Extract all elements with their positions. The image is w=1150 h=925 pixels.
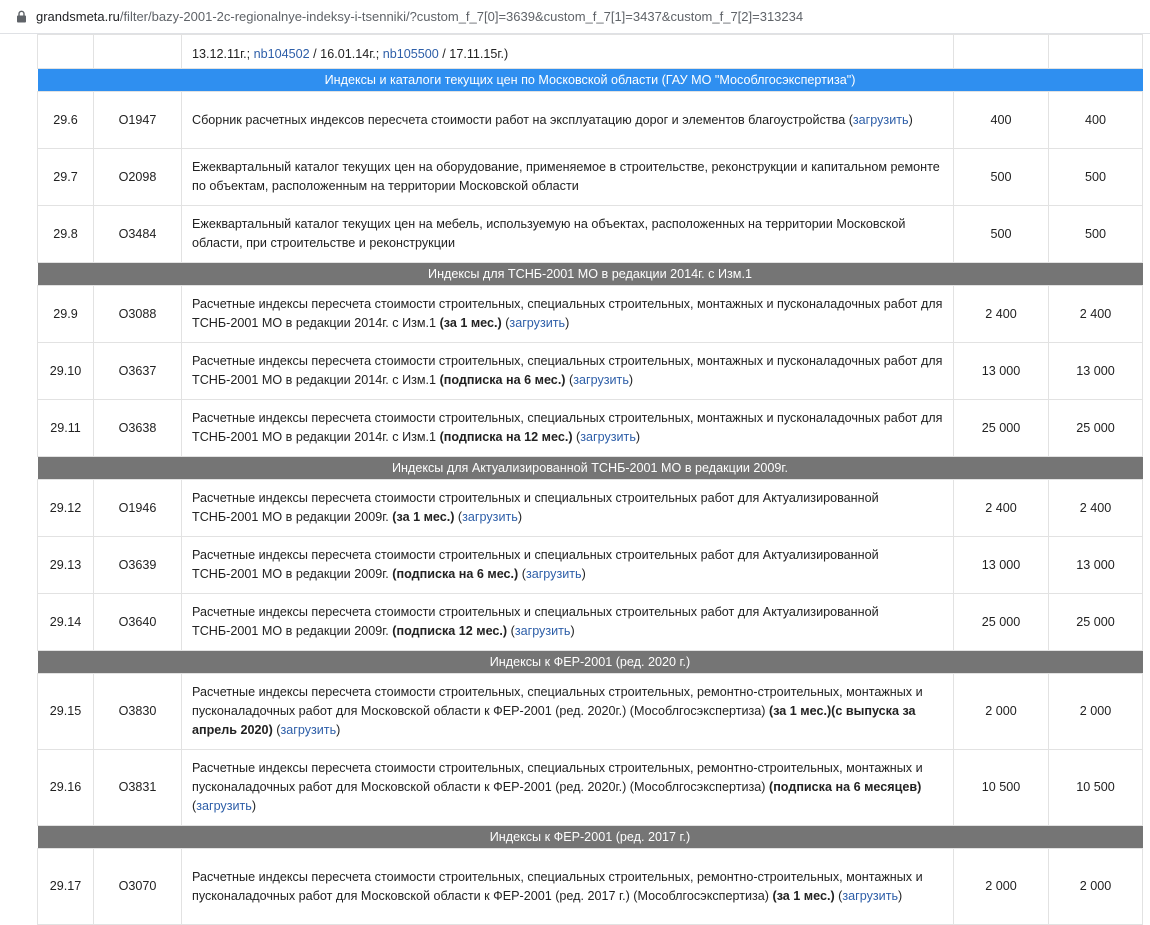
- table-row: [38, 400, 1143, 457]
- row-description: Расчетные индексы пересчета стоимости строительных, специальных строительных, монтажных и пусконаладочных работ для ТСНБ-2001 МО в редакции 2014г. с Изм.1 (подписка на 6 мес.) (загрузить): [182, 343, 954, 400]
- download-link[interactable]: загрузить: [280, 723, 337, 737]
- row-price-2: 2 400: [1049, 286, 1143, 343]
- row-code: O3088: [94, 286, 182, 343]
- row-number: 29.6: [38, 92, 94, 149]
- row-description: [182, 35, 954, 69]
- download-link[interactable]: загрузить: [196, 799, 252, 813]
- table-row: [38, 35, 1143, 69]
- row-price-2: 500: [1049, 206, 1143, 263]
- row-description: Расчетные индексы пересчета стоимости строительных, специальных строительных, ремонтно-строительных, монтажных и пусконаладочных работ для Московской области к ФЕР-2001 (ред. 2020г.) (Мособлгосэкспертиза) (за 1 мес.)(с выпуска за апрель 2020) (загрузить): [182, 674, 954, 750]
- row-description: Расчетные индексы пересчета стоимости строительных, специальных строительных, ремонтно-строительных, монтажных и пусконаладочных работ для Московской области к ФЕР-2001 (ред. 2020г.) (Мособлгосэкспертиза) (подписка на 6 месяцев) (загрузить): [182, 750, 954, 826]
- row-text: / 17.11.15г.): [438, 47, 509, 61]
- row-description: Расчетные индексы пересчета стоимости строительных, специальных строительных, монтажных и пусконаладочных работ для ТСНБ-2001 МО в редакции 2014г. с Изм.1 (подписка на 12 мес.) (загрузить): [182, 400, 954, 457]
- row-number: 29.14: [38, 594, 94, 651]
- table-row: [38, 537, 1143, 594]
- price-table: [37, 34, 1143, 925]
- row-price-2: 2 000: [1049, 849, 1143, 925]
- row-price-1: 25 000: [954, 400, 1049, 457]
- row-text-end: ): [581, 567, 586, 581]
- section-title: Индексы к ФЕР-2001 (ред. 2017 г.): [38, 826, 1143, 849]
- row-number: 29.7: [38, 149, 94, 206]
- download-link[interactable]: загрузить: [580, 430, 636, 444]
- row-subscription: (за 1 мес.)(с выпуска за апрель 2020): [192, 704, 916, 737]
- table-row: [38, 849, 1143, 925]
- row-text-end: ): [336, 723, 341, 737]
- row-price-2: 13 000: [1049, 537, 1143, 594]
- row-code: O1947: [94, 92, 182, 149]
- row-price-1: 25 000: [954, 594, 1049, 651]
- row-text-end: ): [517, 510, 523, 524]
- row-code: O3638: [94, 400, 182, 457]
- row-number: 29.15: [38, 674, 94, 750]
- row-text: Расчетные индексы пересчета стоимости строительных, специальных строительных, монтажных и пусконаладочных работ для ТСНБ-2001 МО в редакции 2014г. с Изм.1: [192, 354, 943, 387]
- row-price-2: 25 000: [1049, 400, 1143, 457]
- row-number: [38, 35, 94, 69]
- row-text: 13.12.11г.;: [192, 47, 254, 61]
- row-number: 29.9: [38, 286, 94, 343]
- row-text-end: ): [570, 624, 575, 638]
- row-price-1: 2 000: [954, 849, 1049, 925]
- table-row: [38, 480, 1143, 537]
- section-title: Индексы для ТСНБ-2001 МО в редакции 2014г. с Изм.1: [38, 263, 1143, 286]
- row-code: O1946: [94, 480, 182, 537]
- row-number: 29.8: [38, 206, 94, 263]
- price-table-container: [37, 34, 1142, 925]
- row-description: [182, 149, 954, 206]
- table-row: [38, 206, 1143, 263]
- row-price-1: 2 400: [954, 480, 1049, 537]
- row-text: Расчетные индексы пересчета стоимости строительных и специальных строительных работ для Актуализированной ТСНБ-2001 МО в редакции 2009г.: [192, 605, 879, 638]
- download-link[interactable]: загрузить: [514, 624, 571, 638]
- section-title: Индексы для Актуализированной ТСНБ-2001 МО в редакции 2009г.: [38, 457, 1143, 480]
- row-subscription: (подписка на 6 месяцев): [769, 780, 922, 794]
- nb104502-link[interactable]: nb104502: [253, 47, 310, 61]
- table-row: [38, 674, 1143, 750]
- row-subscription: (подписка на 6 мес.): [392, 567, 519, 581]
- row-description: Расчетные индексы пересчета стоимости строительных и специальных строительных работ для Актуализированной ТСНБ-2001 МО в редакции 2009г. (подписка 12 мес.) (загрузить): [182, 594, 954, 651]
- section-title: Индексы к ФЕР-2001 (ред. 2020 г.): [38, 651, 1143, 674]
- download-link[interactable]: загрузить: [842, 888, 899, 903]
- row-text-end: ): [565, 316, 570, 330]
- lock-icon: [16, 10, 27, 23]
- row-number: 29.16: [38, 750, 94, 826]
- download-link[interactable]: загрузить: [852, 112, 909, 127]
- row-code: O3637: [94, 343, 182, 400]
- row-number: 29.12: [38, 480, 94, 537]
- row-code: O2098: [94, 149, 182, 206]
- row-code: O3484: [94, 206, 182, 263]
- row-price-1: [954, 35, 1049, 69]
- download-link[interactable]: загрузить: [573, 373, 629, 387]
- row-text: Ежеквартальный каталог текущих цен на мебель, используемую на объектах, расположенных на территории Московской области, при строительстве и реконструкции: [192, 217, 906, 250]
- nb105500-link[interactable]: nb105500: [382, 47, 439, 61]
- section-header: [38, 457, 1143, 480]
- url-path: /filter/bazy-2001-2c-regionalnye-indeksy-i-tsenniki/?custom_f_7[0]=3639&custom_f_7[1]=3437&custom_f_7[2]=313234: [119, 9, 804, 24]
- row-subscription: (за 1 мес.): [772, 888, 835, 903]
- row-code: O3070: [94, 849, 182, 925]
- row-text: Сборник расчетных индексов пересчета стоимости работ на эксплуатацию дорог и элементов благоустройства (: [192, 112, 853, 127]
- row-text-end: ): [251, 799, 257, 813]
- row-number: 29.17: [38, 849, 94, 925]
- row-description: [182, 92, 954, 149]
- row-price-2: 2 400: [1049, 480, 1143, 537]
- url-host: grandsmeta.ru: [36, 9, 120, 24]
- section-title: Индексы и каталоги текущих цен по Московской области (ГАУ МО "Мособлгосэкспертиза"): [38, 69, 1143, 92]
- row-text: Расчетные индексы пересчета стоимости строительных, специальных строительных, ремонтно-строительных, монтажных и пусконаладочных работ для Московской области к ФЕР-2001 (ред. 2020г.) (Мособлгосэкспертиза): [192, 685, 923, 718]
- section-header: [38, 263, 1143, 286]
- row-text: Расчетные индексы пересчета стоимости строительных, специальных строительных, ремонтно-строительных, монтажных и пусконаладочных работ для Московской области к ФЕР-2001 (ред. 2017 г.) (Мособлгосэкспертиза): [192, 869, 923, 903]
- row-text-end: ): [635, 430, 641, 444]
- row-description: [182, 206, 954, 263]
- row-price-1: 500: [954, 206, 1049, 263]
- row-code: O3831: [94, 750, 182, 826]
- address-bar[interactable]: [0, 0, 1150, 34]
- row-text: Расчетные индексы пересчета стоимости строительных и специальных строительных работ для Актуализированной ТСНБ-2001 МО в редакции 2009г.: [192, 491, 879, 524]
- row-code: O3830: [94, 674, 182, 750]
- row-text: / 16.01.14г.;: [309, 47, 383, 61]
- row-text: Расчетные индексы пересчета стоимости строительных, специальных строительных, ремонтно-строительных, монтажных и пусконаладочных работ для Московской области к ФЕР-2001 (ред. 2020г.) (Мособлгосэкспертиза): [192, 761, 923, 794]
- row-description: Расчетные индексы пересчета стоимости строительных, специальных строительных, монтажных и пусконаладочных работ для ТСНБ-2001 МО в редакции 2014г. с Изм.1 (за 1 мес.) (загрузить): [182, 286, 954, 343]
- row-text-end: ): [908, 112, 913, 127]
- row-price-2: 13 000: [1049, 343, 1143, 400]
- section-header: [38, 826, 1143, 849]
- row-description: Расчетные индексы пересчета стоимости строительных и специальных строительных работ для Актуализированной ТСНБ-2001 МО в редакции 2009г. (подписка на 6 мес.) (загрузить): [182, 537, 954, 594]
- row-price-2: 2 000: [1049, 674, 1143, 750]
- row-price-2: [1049, 35, 1143, 69]
- download-link[interactable]: загрузить: [525, 567, 582, 581]
- row-subscription: (подписка на 6 мес.): [439, 373, 566, 387]
- row-price-2: 500: [1049, 149, 1143, 206]
- row-price-1: 2 400: [954, 286, 1049, 343]
- row-price-1: 13 000: [954, 343, 1049, 400]
- table-row: [38, 594, 1143, 651]
- row-text: Расчетные индексы пересчета стоимости строительных и специальных строительных работ для Актуализированной ТСНБ-2001 МО в редакции 2009г.: [192, 548, 879, 581]
- row-text: Расчетные индексы пересчета стоимости строительных, специальных строительных, монтажных и пусконаладочных работ для ТСНБ-2001 МО в редакции 2014г. с Изм.1: [192, 411, 943, 444]
- table-row: [38, 750, 1143, 826]
- row-text: Ежеквартальный каталог текущих цен на оборудование, применяемое в строительстве, реконструкции и капитальном ремонте по объектам, расположенным на территории Московской области: [192, 160, 940, 193]
- row-number: 29.13: [38, 537, 94, 594]
- table-row: [38, 286, 1143, 343]
- row-subscription: (за 1 мес.): [392, 510, 455, 524]
- row-description: Расчетные индексы пересчета стоимости строительных, специальных строительных, ремонтно-строительных, монтажных и пусконаладочных работ для Московской области к ФЕР-2001 (ред. 2017 г.) (Мособлгосэкспертиза) (за 1 мес.) (загрузить): [182, 849, 954, 925]
- row-text-end: ): [898, 888, 903, 903]
- row-code: [94, 35, 182, 69]
- row-number: 29.11: [38, 400, 94, 457]
- row-text-end: ): [628, 373, 634, 387]
- table-row: [38, 149, 1143, 206]
- row-subscription: (подписка на 12 мес.): [439, 430, 573, 444]
- row-description: Расчетные индексы пересчета стоимости строительных и специальных строительных работ для Актуализированной ТСНБ-2001 МО в редакции 2009г. (за 1 мес.) (загрузить): [182, 480, 954, 537]
- row-subscription: (за 1 мес.): [439, 316, 502, 330]
- row-subscription: (подписка 12 мес.): [392, 624, 508, 638]
- section-header: [38, 651, 1143, 674]
- row-price-1: 400: [954, 92, 1049, 149]
- table-row: [38, 343, 1143, 400]
- row-price-1: 13 000: [954, 537, 1049, 594]
- section-header: [38, 69, 1143, 92]
- table-row: [38, 92, 1143, 149]
- row-text: Расчетные индексы пересчета стоимости строительных, специальных строительных, монтажных и пусконаладочных работ для ТСНБ-2001 МО в редакции 2014г. с Изм.1: [192, 297, 943, 330]
- row-price-1: 10 500: [954, 750, 1049, 826]
- row-number: 29.10: [38, 343, 94, 400]
- row-price-1: 500: [954, 149, 1049, 206]
- row-price-2: 400: [1049, 92, 1143, 149]
- row-price-2: 25 000: [1049, 594, 1143, 651]
- row-price-2: 10 500: [1049, 750, 1143, 826]
- download-link[interactable]: загрузить: [462, 510, 518, 524]
- row-price-1: 2 000: [954, 674, 1049, 750]
- row-code: O3639: [94, 537, 182, 594]
- row-code: O3640: [94, 594, 182, 651]
- download-link[interactable]: загрузить: [509, 316, 566, 330]
